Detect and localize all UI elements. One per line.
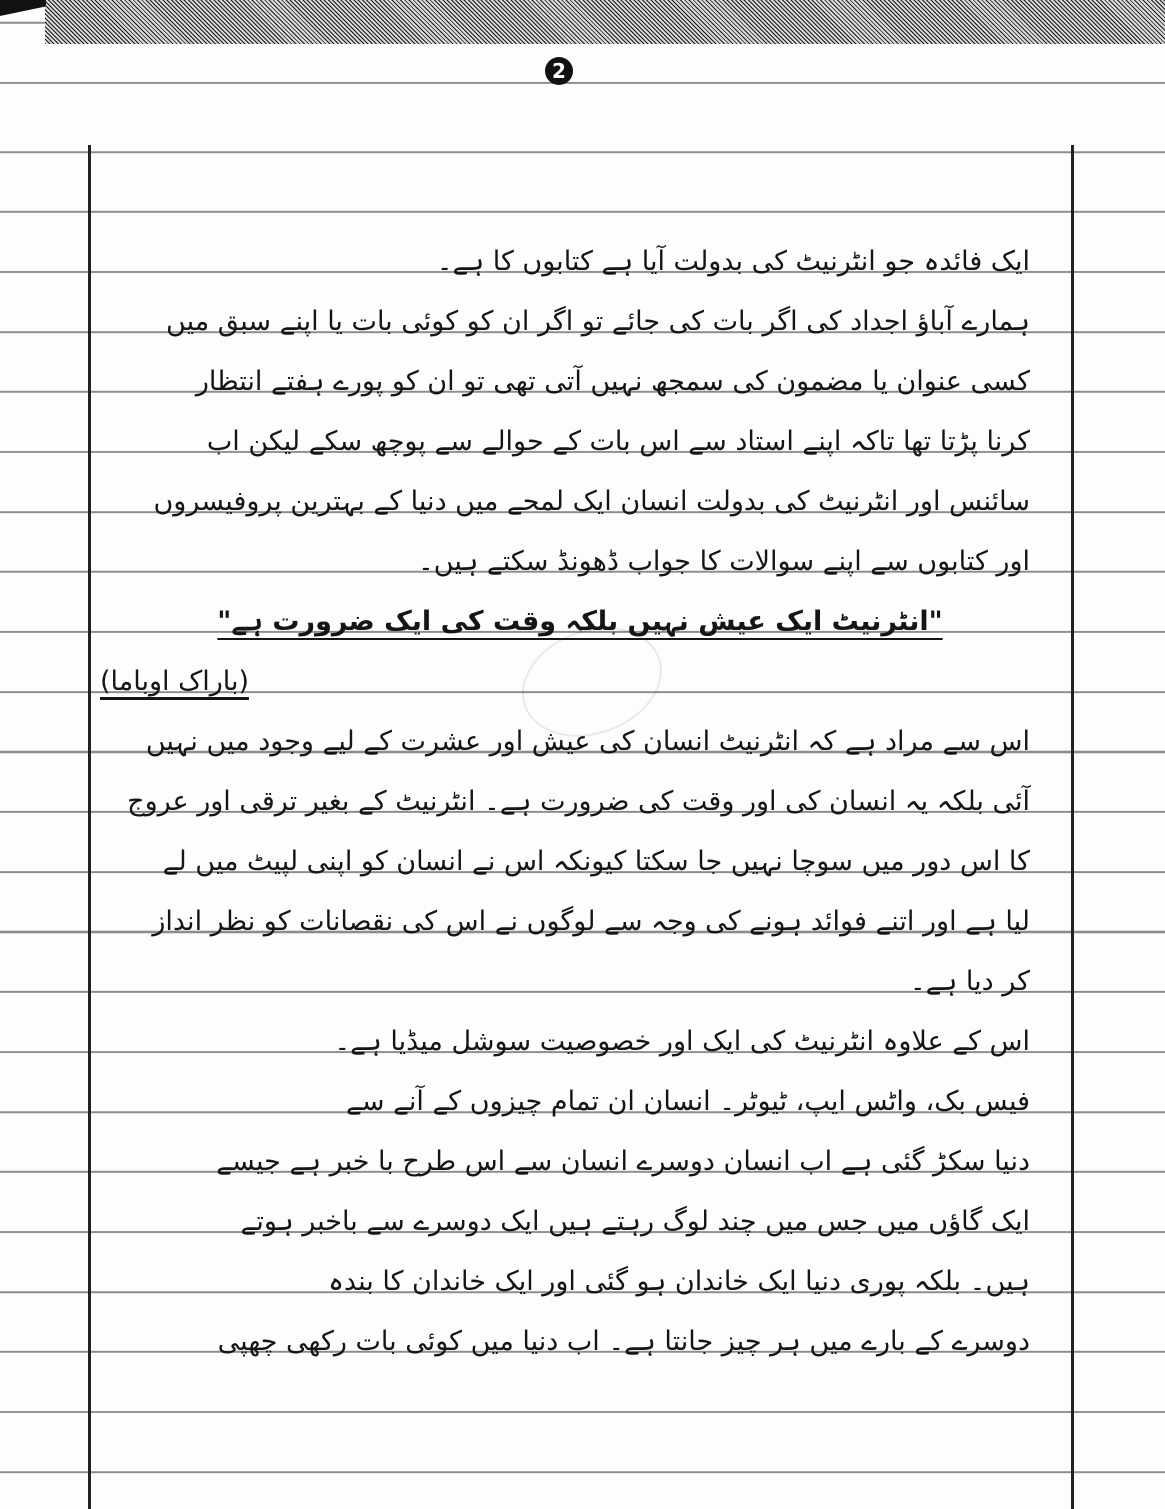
text-line: آئی بلکہ یہ انسان کی اور وقت کی ضرورت ہے۔ انٹرنیٹ کے بغیر ترقی اور عروج — [127, 786, 1030, 817]
text-line: لیا ہے اور اتنے فوائد ہونے کی وجہ سے لوگوں نے اس کی نقصانات کو نظر انداز — [152, 906, 1030, 937]
attribution-text: (باراک اوباما) — [100, 666, 249, 700]
text-line: اس سے مراد ہے کہ انٹرنیٹ انسان کی عیش اور عشرت کے لیے وجود میں نہیں — [145, 726, 1030, 757]
text-line: فیس بک، واٹس ایپ، ٹیوٹر۔ انسان ان تمام چیزوں کے آنے سے — [346, 1086, 1030, 1117]
text-line: ایک فائدہ جو انٹرنیٹ کی بدولت آیا ہے کتابوں کا ہے۔ — [436, 246, 1030, 277]
scan-corner-mark — [0, 0, 46, 16]
text-line: کر دیا ہے۔ — [909, 966, 1030, 997]
scan-edge-strip — [45, 0, 1165, 44]
text-line: دوسرے کے بارے میں ہر چیز جانتا ہے۔ اب دنیا میں کوئی بات رکھی چھپی — [217, 1326, 1030, 1357]
text-line: اس کے علاوہ انٹرنیٹ کی ایک اور خصوصیت سوشل میڈیا ہے۔ — [334, 1026, 1030, 1057]
text-line: سائنس اور انٹرنیٹ کی بدولت انسان ایک لمحے میں دنیا کے بہترین پروفیسروں — [153, 486, 1030, 517]
text-line: اور کتابوں سے اپنے سوالات کا جواب ڈھونڈ سکتے ہیں۔ — [417, 546, 1030, 577]
text-line: ایک گاؤں میں جس میں چند لوگ رہتے ہیں ایک دوسرے سے باخبر ہوتے — [240, 1206, 1030, 1237]
text-line: ہمارے آباؤ اجداد کی اگر بات کی جائے تو اگر ان کو کوئی بات یا اپنے سبق میں — [166, 306, 1030, 337]
quote-line: "انٹرنیٹ ایک عیش نہیں بلکہ وقت کی ایک ضرورت ہے" — [217, 606, 943, 637]
text-line: دنیا سکڑ گئی ہے اب انسان دوسرے انسان سے اس طرح با خبر ہے جیسے — [216, 1146, 1030, 1177]
text-line: کا اس دور میں سوچا نہیں جا سکتا کیونکہ اس نے انسان کو اپنی لپیٹ میں لے — [162, 846, 1030, 877]
text-line: ہیں۔ بلکہ پوری دنیا ایک خاندان ہو گئی اور ایک خاندان کا بندہ — [328, 1266, 1030, 1297]
text-line: کسی عنوان یا مضمون کی سمجھ نہیں آتی تھی تو ان کو پورے ہفتے انتظار — [195, 366, 1030, 397]
text-line: کرنا پڑتا تھا تاکہ اپنے استاد سے اس بات کے حوالے سے پوچھ سکے لیکن اب — [206, 426, 1030, 457]
right-margin-line — [1071, 145, 1074, 1509]
handwritten-text-block — [100, 232, 1060, 1372]
quote-attribution — [100, 652, 1060, 712]
page-number-badge: 2 — [545, 57, 573, 85]
left-margin-line — [88, 145, 91, 1509]
